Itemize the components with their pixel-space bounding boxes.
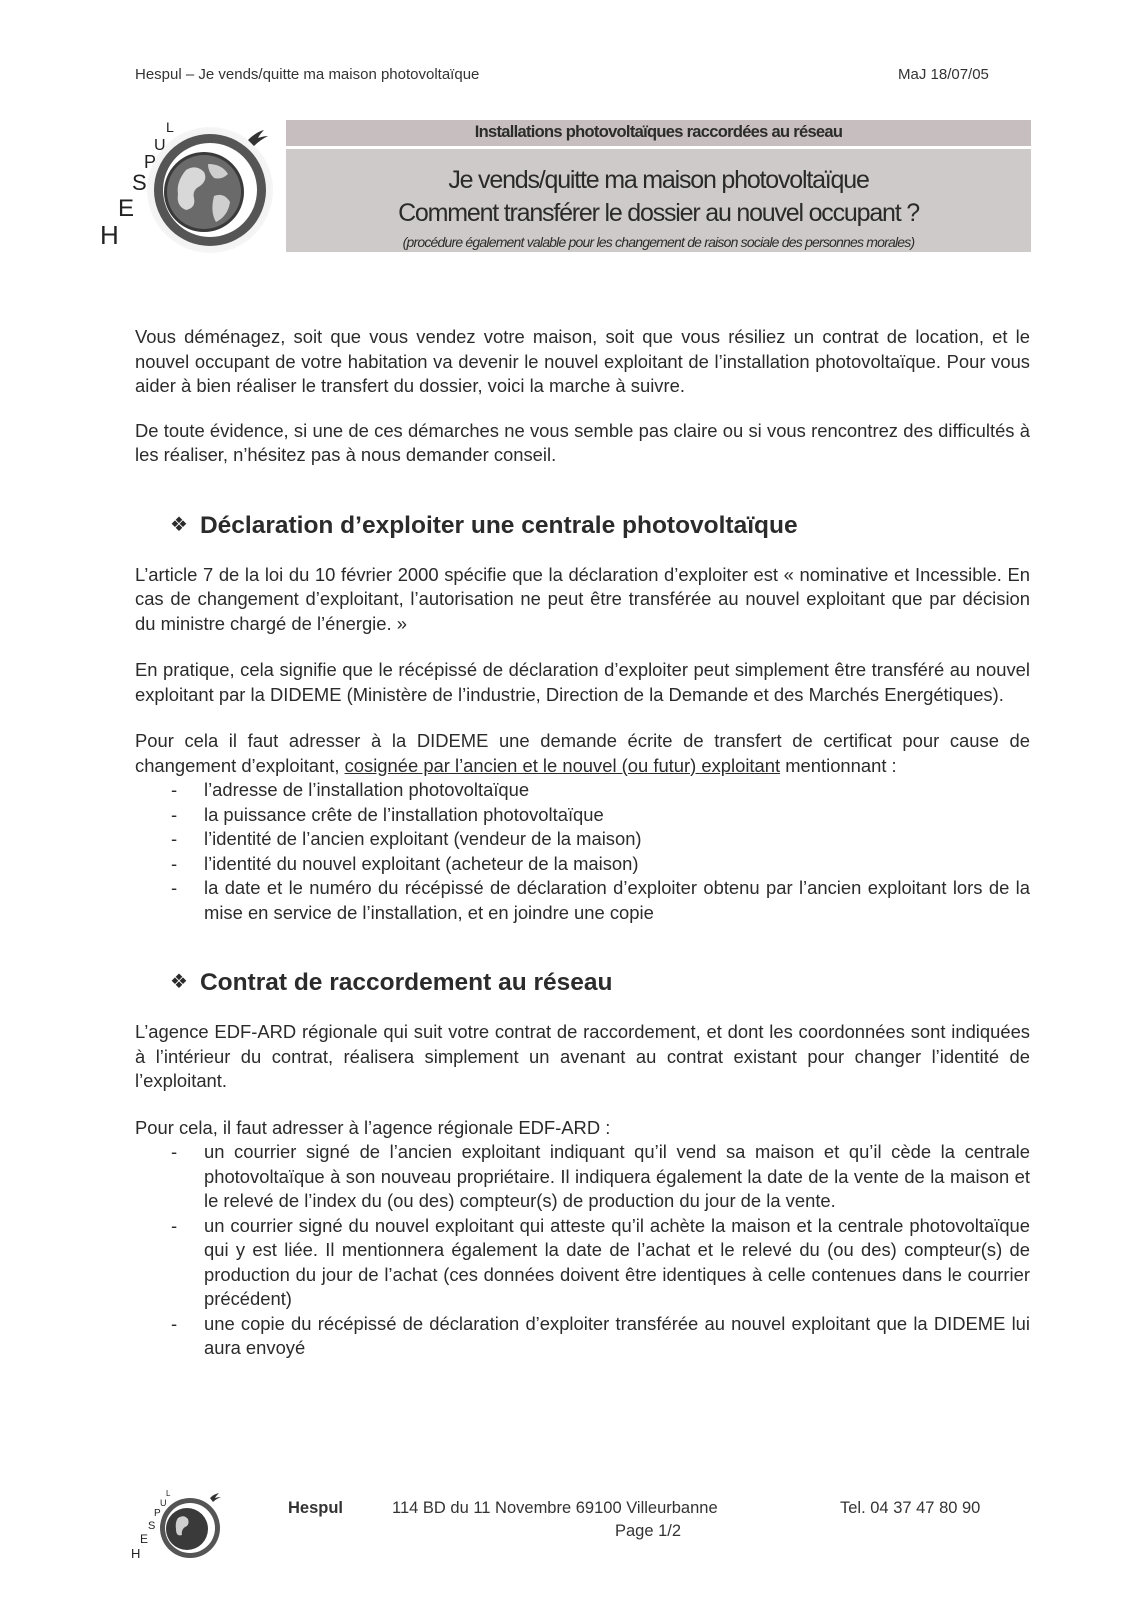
section-title: Déclaration d’exploiter une centrale photovoltaïque [199, 511, 798, 539]
diamond-bullet-icon: ❖ [170, 513, 188, 536]
logo-letter: U [160, 1498, 167, 1508]
list-item: - une copie du récépissé de déclaration d’exploiter transférée au nouvel exploitant que la DIDEME lui aura envoyé [135, 1312, 1030, 1361]
document-title: Je vends/quitte ma maison photovoltaïque [448, 166, 869, 194]
footer-org-name: Hespul [288, 1499, 344, 1517]
logo-letter: E [118, 195, 135, 222]
logo-letter: L [166, 119, 174, 135]
section-heading [135, 966, 1030, 1001]
intro-paragraph: Vous déménagez, soit que vous vendez votre maison, soit que vous résiliez un contrat de location, et le nouvel occupant de votre habitation va devenir le nouvel exploitant de l’installation photovoltaïque. Pour vous aider à bien réaliser le transfert du dossier, voici la marche à suivre. [135, 326, 1030, 396]
running-header-date: MaJ 18/07/05 [898, 66, 989, 83]
logo-letter: L [166, 1489, 171, 1498]
list-item: - un courrier signé du nouvel exploitant qui atteste qu’il achète la maison et la centrale photovoltaïque qui y est liée. Il mentionnera également la date de l’achat et le relevé du (ou des) compteur(s) de production du jour de l’achat (ces données doivent être identiques à celle contenues dans le courrier précédent) [135, 1214, 1030, 1312]
document-subtitle: Comment transférer le dossier au nouvel occupant ? [398, 199, 919, 227]
paragraph: L’article 7 de la loi du 10 février 2000 spécifie que la déclaration d’exploiter est « nominative et Incessible. En cas de changement d’exploitant, l’autorisation ne peut être transférée au nouvel exploitant que par décision du ministre chargé de l’énergie. » [135, 563, 1030, 634]
footer-phone: Tel. 04 37 47 80 90 [840, 1499, 981, 1517]
logo-letter: H [100, 220, 119, 250]
hespul-logo [98, 118, 278, 258]
globe-icon [164, 152, 244, 232]
page-number: Page 1/2 [614, 1522, 682, 1540]
text-run: mentionnant : [780, 754, 897, 776]
logo-letter: P [154, 1508, 161, 1519]
document-body [135, 325, 1030, 1361]
title-banner [286, 120, 1031, 252]
underlined-text: cosignée par l’ancien et le nouvel (ou futur) exploitant [344, 754, 781, 776]
intro-paragraph: De toute évidence, si une de ces démarches ne vous semble pas claire ou si vous rencontrez des difficultés à les réaliser, n’hésitez pas à nous demander conseil. [135, 419, 1030, 465]
documents-list [135, 1140, 1030, 1361]
requirements-list [135, 778, 1030, 925]
swallow-icon [210, 1493, 221, 1502]
logo-letter: U [154, 137, 166, 154]
logo-letter: H [131, 1546, 141, 1561]
paragraph: En pratique, cela signifie que le récépissé de déclaration d’exploiter peut simplement être transféré au nouvel exploitant par la DIDEME (Ministère de l’industrie, Direction de la Demande et des Marchés Energétiques). [135, 659, 1030, 705]
logo-letter: E [140, 1532, 149, 1546]
list-item: - la puissance crête de l’installation photovoltaïque [135, 803, 1030, 828]
list-item: - l’identité de l’ancien exploitant (vendeur de la maison) [135, 827, 1030, 852]
running-header-title: Hespul – Je vends/quitte ma maison photovoltaïque [135, 66, 480, 83]
logo-letter: S [148, 1520, 156, 1532]
paragraph [135, 729, 1030, 778]
paragraph: L’agence EDF-ARD régionale qui suit votre contrat de raccordement, et dont les coordonnées sont indiquées à l’intérieur du contrat, réalisera simplement un avenant au contrat existant pour changer l’identité de l’exploitant. [135, 1021, 1030, 1091]
list-item: - un courrier signé de l’ancien exploitant indiquant qu’il vend sa maison et qu’il cède la centrale photovoltaïque à son nouveau propriétaire. Il indiquera également la date de la vente de la maison et le relevé de l’index du (ou des) compteur(s) de production du jour de la vente. [135, 1140, 1030, 1214]
banner-subject: Installations photovoltaïques raccordées au réseau [474, 123, 843, 141]
text-run: Pour cela il faut adresser à la DIDEME une demande écrite de transfert de certificat pour cause de changement d’exploitant, [135, 730, 1030, 776]
logo-letter: P [144, 152, 157, 172]
list-item: - la date et le numéro du récépissé de déclaration d’exploiter obtenu par l’ancien exploitant lors de la mise en service de l’installation, et en joindre une copie [135, 876, 1030, 925]
banner-note: (procédure également valable pour les changement de raison sociale des personnes morales) [402, 234, 915, 250]
section-heading [135, 509, 1030, 544]
list-item: - l’adresse de l’installation photovoltaïque [135, 778, 1030, 803]
footer-address: 114 BD du 11 Novembre 69100 Villeurbanne [392, 1499, 718, 1517]
section-title: Contrat de raccordement au réseau [199, 969, 613, 996]
logo-letter: S [132, 170, 147, 195]
list-item: - l’identité du nouvel exploitant (acheteur de la maison) [135, 852, 1030, 877]
paragraph: Pour cela, il faut adresser à l’agence régionale EDF-ARD : [135, 1116, 611, 1138]
diamond-bullet-icon: ❖ [170, 971, 188, 993]
